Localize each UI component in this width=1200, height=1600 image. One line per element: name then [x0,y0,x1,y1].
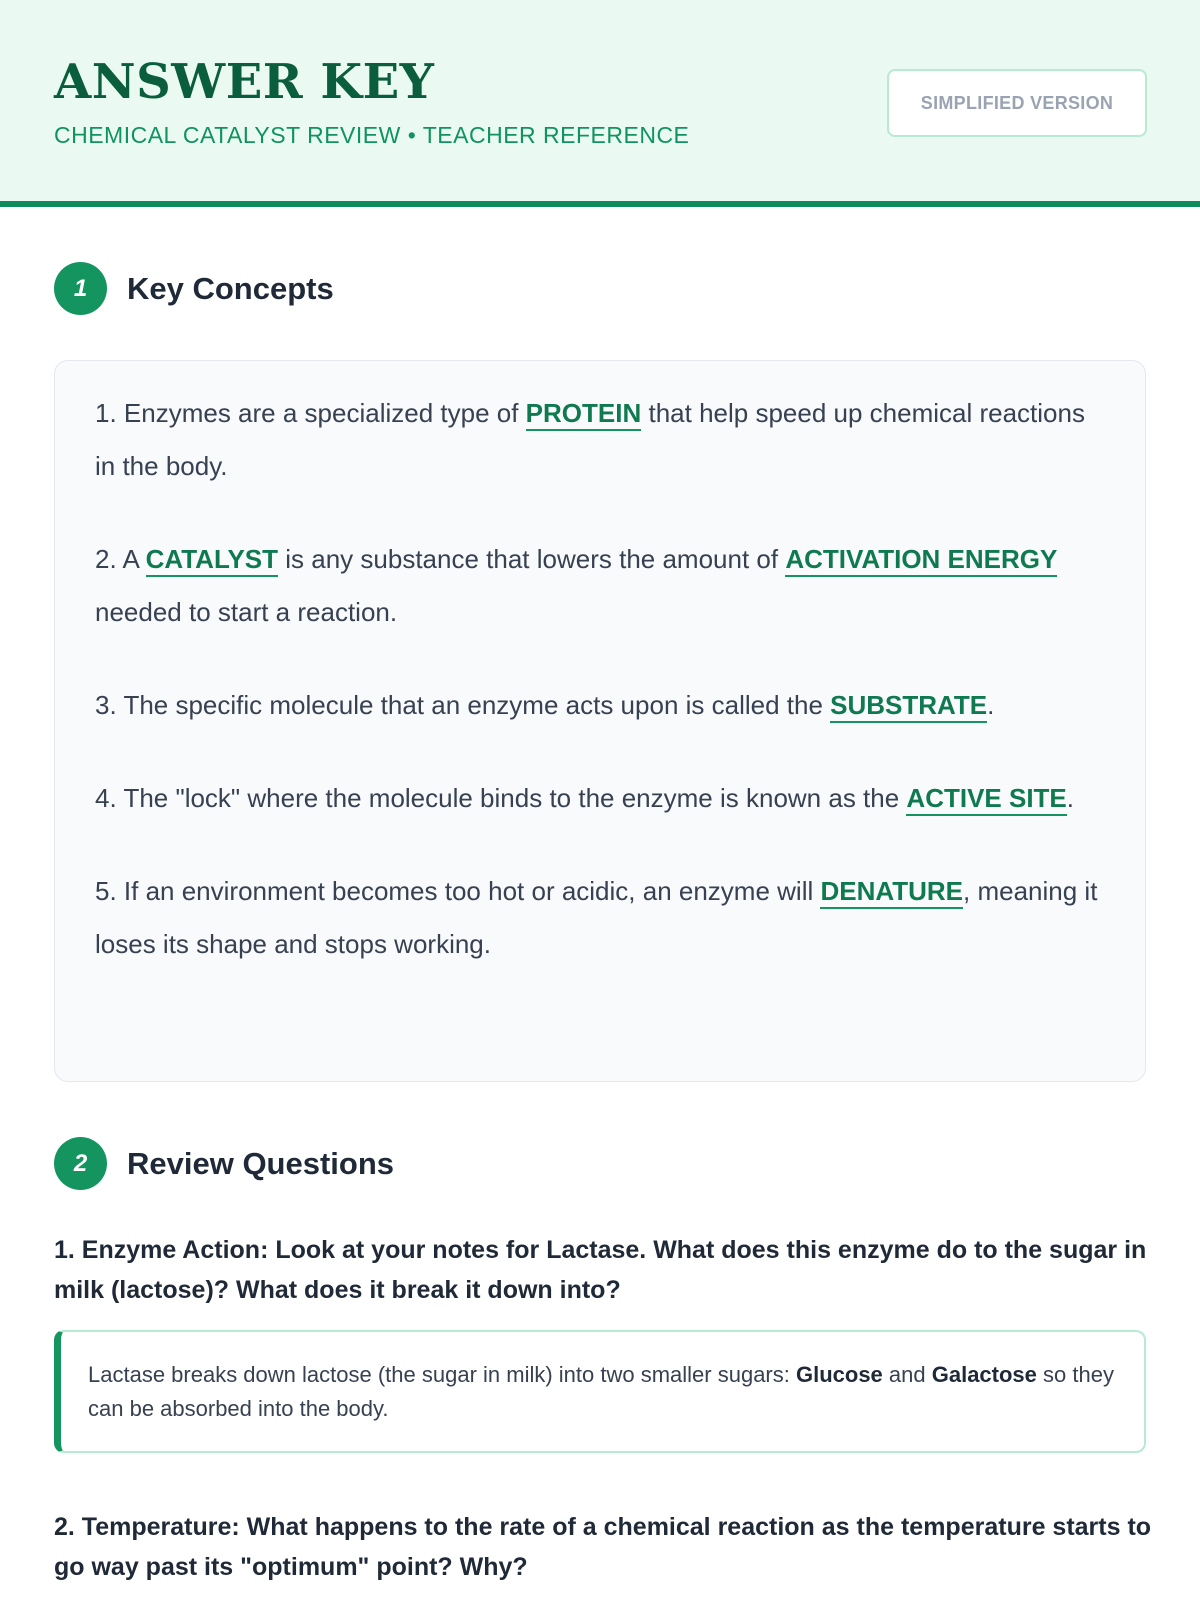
answer-term: PROTEIN [526,398,642,431]
concept-text: , meaning it loses its shape and stops working. [95,876,1098,959]
section-header-review-questions [54,1137,394,1190]
concept-text: is any substance that lowers the amount of [278,544,786,574]
answer-keyword: Galactose [931,1362,1037,1387]
answer-text: so they can be absorbed into the body. [88,1362,1114,1421]
version-badge: SIMPLIFIED VERSION [887,69,1147,137]
answer-term: SUBSTRATE [830,690,987,723]
answer-term: CATALYST [146,544,278,577]
key-concepts-box [54,360,1146,1082]
concept-text: needed to start a reaction. [95,597,398,627]
answer-term: ACTIVE SITE [906,783,1066,816]
answer-term: ACTIVATION ENERGY [785,544,1057,577]
page-title: ANSWER KEY [54,54,435,110]
section-header-key-concepts [54,262,334,315]
answer-text: Lactase breaks down lactose (the sugar in milk) into two smaller sugars: [88,1362,796,1387]
concept-text: . [1066,783,1075,813]
concept-text: . [987,690,995,720]
concept-text: 5. If an environment becomes too hot or acidic, an enzyme will [95,876,821,906]
section-number-badge: 1 [54,262,107,315]
concept-item [95,533,1105,639]
concept-text: that help speed up chemical reactions in the body. [95,398,1085,481]
review-question: 1. Enzyme Action: Look at your notes for Lactase. What does this enzyme do to the sugar in milk (lactose)? What does it break it down into? [54,1236,1147,1304]
answer-keyword: Glucose [795,1362,883,1387]
concept-text: 1. Enzymes are a specialized type of [95,398,526,428]
section-title: Key Concepts [127,270,334,306]
concept-text: 2. A [95,544,146,574]
concept-text: 4. The "lock" where the molecule binds to the enzyme is known as the [95,783,907,813]
section-title: Review Questions [127,1145,395,1181]
review-question: 2. Temperature: What happens to the rate of a chemical reaction as the temperature starts to go way past its "optimum" point? Why? [54,1513,1152,1581]
answer-box [54,1330,1146,1453]
section-number-badge: 2 [54,1137,107,1190]
concept-text: 3. The specific molecule that an enzyme acts upon is called the [95,690,831,720]
answer-term: DENATURE [820,876,963,909]
page-subtitle: CHEMICAL CATALYST REVIEW • TEACHER REFERENCE [54,122,690,148]
concept-item [95,679,1105,732]
concept-item [95,772,1105,825]
answer-key-header [0,0,1200,207]
answer-text: and [882,1362,932,1387]
concept-item [95,865,1105,971]
concept-item [95,387,1105,493]
